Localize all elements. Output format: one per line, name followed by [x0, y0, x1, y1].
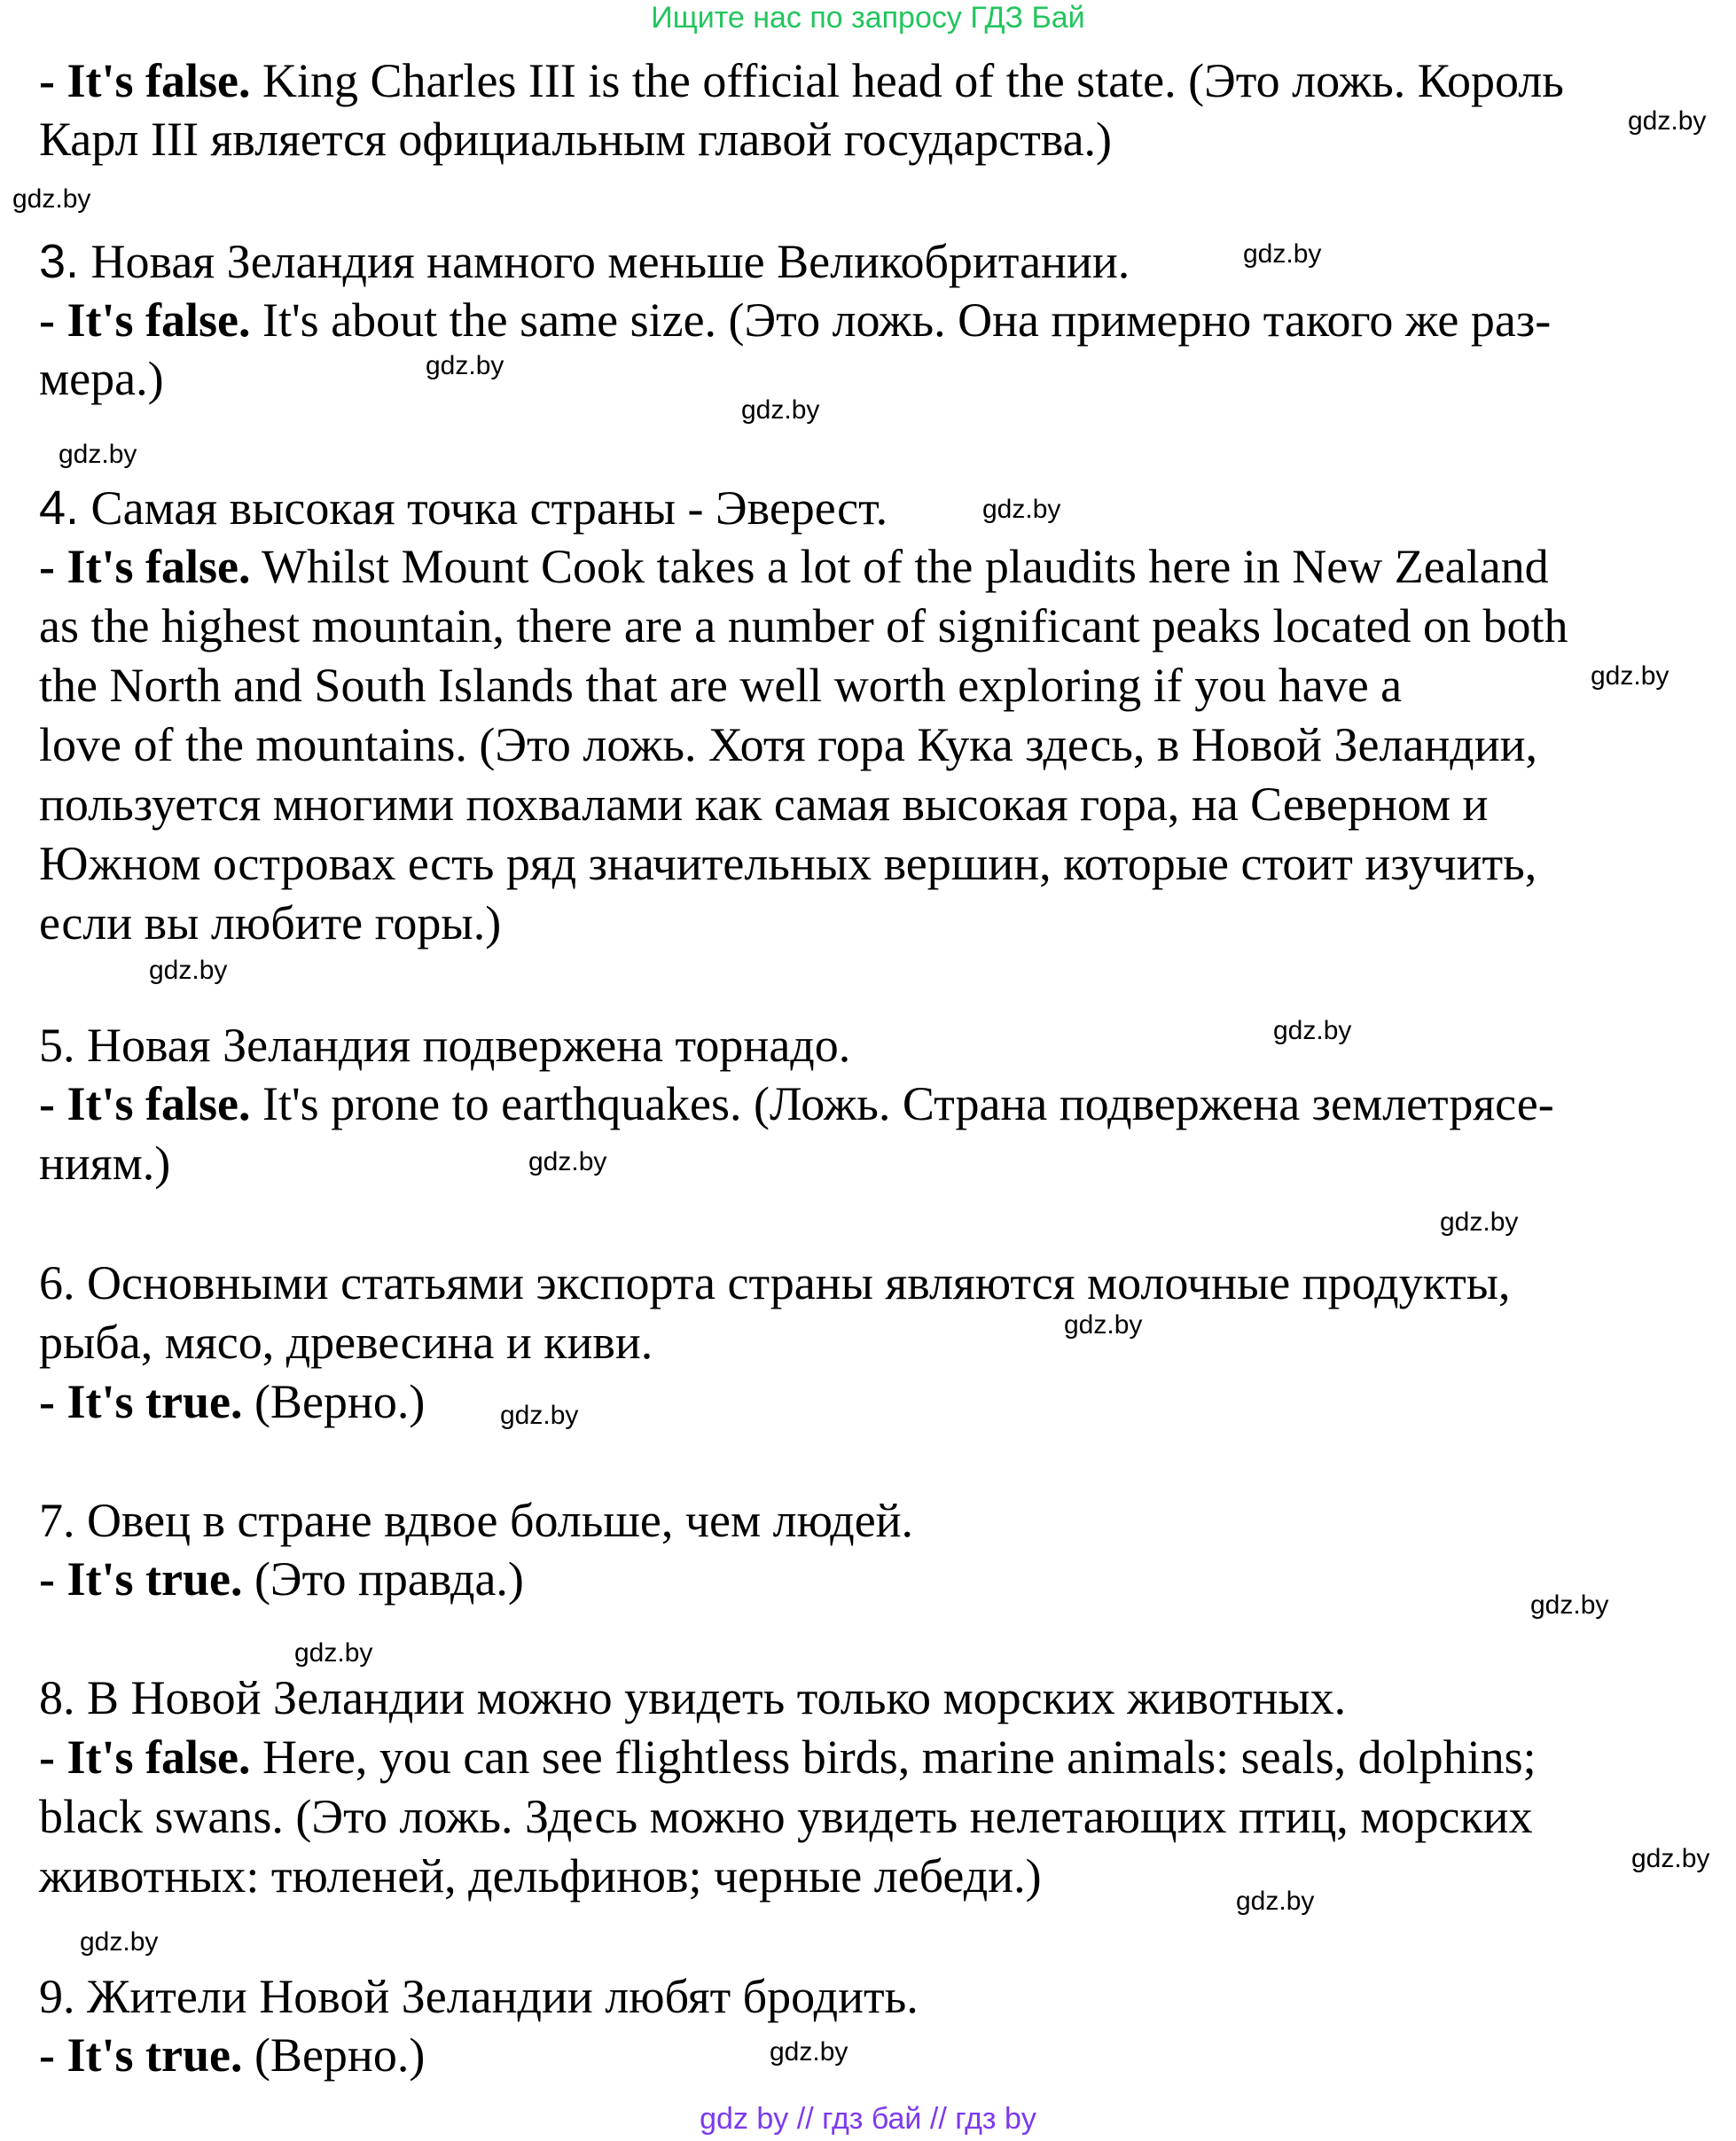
item-7-question: 7. Овец в стране вдвое больше, чем людей. — [39, 1494, 914, 1547]
watermark: gdz.by — [770, 2037, 848, 2067]
item-number: 4. — [39, 481, 80, 535]
watermark: gdz.by — [80, 1927, 159, 1957]
watermark: gdz.by — [1591, 661, 1670, 691]
watermark: gdz.by — [426, 351, 504, 380]
answer-prefix: - It's false. — [39, 293, 251, 347]
item-4-answer-line-4: love of the mountains. (Это ложь. Хотя гора Кука здесь, в Новой Зеландии, — [39, 718, 1538, 771]
watermark: gdz.by — [1440, 1207, 1519, 1237]
watermark: gdz.by — [1631, 1844, 1710, 1873]
item-6-question-line-1: 6. Основными статьями экспорта страны являются молочные продукты, — [39, 1256, 1511, 1309]
item-5-question: 5. Новая Зеландия подвержена торнадо. — [39, 1019, 851, 1072]
watermark: gdz.by — [1236, 1887, 1315, 1916]
answer-prefix: - It's false. — [39, 540, 251, 593]
watermark: gdz.by — [982, 495, 1061, 524]
item-4-answer-line-1 — [39, 537, 1549, 596]
question-text: Самая высокая точка страны - Эверест. — [79, 481, 888, 535]
item-4-answer-line-6: Южном островах есть ряд значительных вершин, которые стоит изучить, — [39, 837, 1537, 890]
watermark: gdz.by — [741, 395, 820, 425]
answer-text: (Верно.) — [242, 2028, 426, 2082]
footer-links[interactable]: gdz by // гдз бай // гдз by — [700, 2102, 1036, 2136]
item-3-answer-line-1 — [39, 291, 1551, 349]
answer-text: It's about the same size. (Это ложь. Она примерно такого же раз- — [250, 293, 1552, 347]
answer-prefix: - It's true. — [39, 1375, 243, 1428]
item-7-answer — [39, 1550, 524, 1608]
answer-text: Here, you can see flightless birds, marine animals: seals, dolphins; — [250, 1731, 1537, 1784]
item-5-answer-line-2: ниям.) — [39, 1137, 171, 1190]
answer-text: King Charles III is the official head of the state. (Это ложь. Король — [250, 54, 1564, 107]
item-4-answer-line-2: as the highest mountain, there are a number of significant peaks located on both — [39, 599, 1568, 652]
answer-prefix: - It's false. — [39, 54, 251, 107]
item-2-answer-line-1 — [39, 51, 1564, 110]
item-3-answer-line-2: мера.) — [39, 352, 164, 405]
item-5-answer-line-1 — [39, 1074, 1554, 1133]
answer-text: Whilst Mount Cook takes a lot of the plaudits here in New Zealand — [250, 540, 1549, 593]
item-8-answer-line-2: black swans. (Это ложь. Здесь можно увидеть нелетающих птиц, морских — [39, 1790, 1533, 1843]
watermark: gdz.by — [500, 1401, 579, 1430]
question-text: Новая Зеландия намного меньше Великобритании. — [79, 235, 1130, 288]
item-4-question — [39, 479, 888, 537]
item-4-answer-line-3: the North and South Islands that are well worth exploring if you have a — [39, 659, 1403, 712]
watermark: gdz.by — [1628, 106, 1707, 136]
watermark: gdz.by — [12, 184, 91, 214]
watermark: gdz.by — [1273, 1016, 1352, 1045]
item-9-answer — [39, 2026, 425, 2084]
item-4-answer-line-7: если вы любите горы.) — [39, 896, 502, 949]
watermark: gdz.by — [528, 1147, 607, 1176]
answer-prefix: - It's true. — [39, 1552, 243, 1606]
header-search-link[interactable]: Ищите нас по запросу ГДЗ Бай — [651, 1, 1085, 35]
watermark: gdz.by — [59, 440, 137, 469]
answer-text: (Верно.) — [242, 1375, 426, 1428]
watermark: gdz.by — [294, 1638, 373, 1668]
item-3-question — [39, 232, 1130, 291]
item-number: 3. — [39, 235, 80, 288]
watermark: gdz.by — [1064, 1310, 1143, 1340]
answer-prefix: - It's true. — [39, 2028, 243, 2082]
answer-text: (Это правда.) — [242, 1552, 524, 1606]
answer-text: It's prone to earthquakes. (Ложь. Страна подвержена землетрясе- — [250, 1077, 1554, 1130]
item-6-question-line-2: рыба, мясо, древесина и киви. — [39, 1316, 653, 1369]
item-9-question: 9. Жители Новой Зеландии любят бродить. — [39, 1970, 919, 2023]
item-8-question: 8. В Новой Зеландии можно увидеть только морских животных. — [39, 1671, 1347, 1724]
watermark: gdz.by — [1530, 1590, 1609, 1620]
item-8-answer-line-1 — [39, 1728, 1537, 1786]
item-4-answer-line-5: пользуется многими похвалами как самая высокая гора, на Северном и — [39, 777, 1489, 831]
item-2-answer-line-2: Карл III является официальным главой государства.) — [39, 113, 1113, 166]
answer-prefix: - It's false. — [39, 1077, 251, 1130]
watermark: gdz.by — [1243, 239, 1322, 269]
item-6-answer — [39, 1372, 425, 1431]
item-8-answer-line-3: животных: тюленей, дельфинов; черные лебеди.) — [39, 1849, 1042, 1903]
watermark: gdz.by — [149, 956, 228, 985]
answer-prefix: - It's false. — [39, 1731, 251, 1784]
